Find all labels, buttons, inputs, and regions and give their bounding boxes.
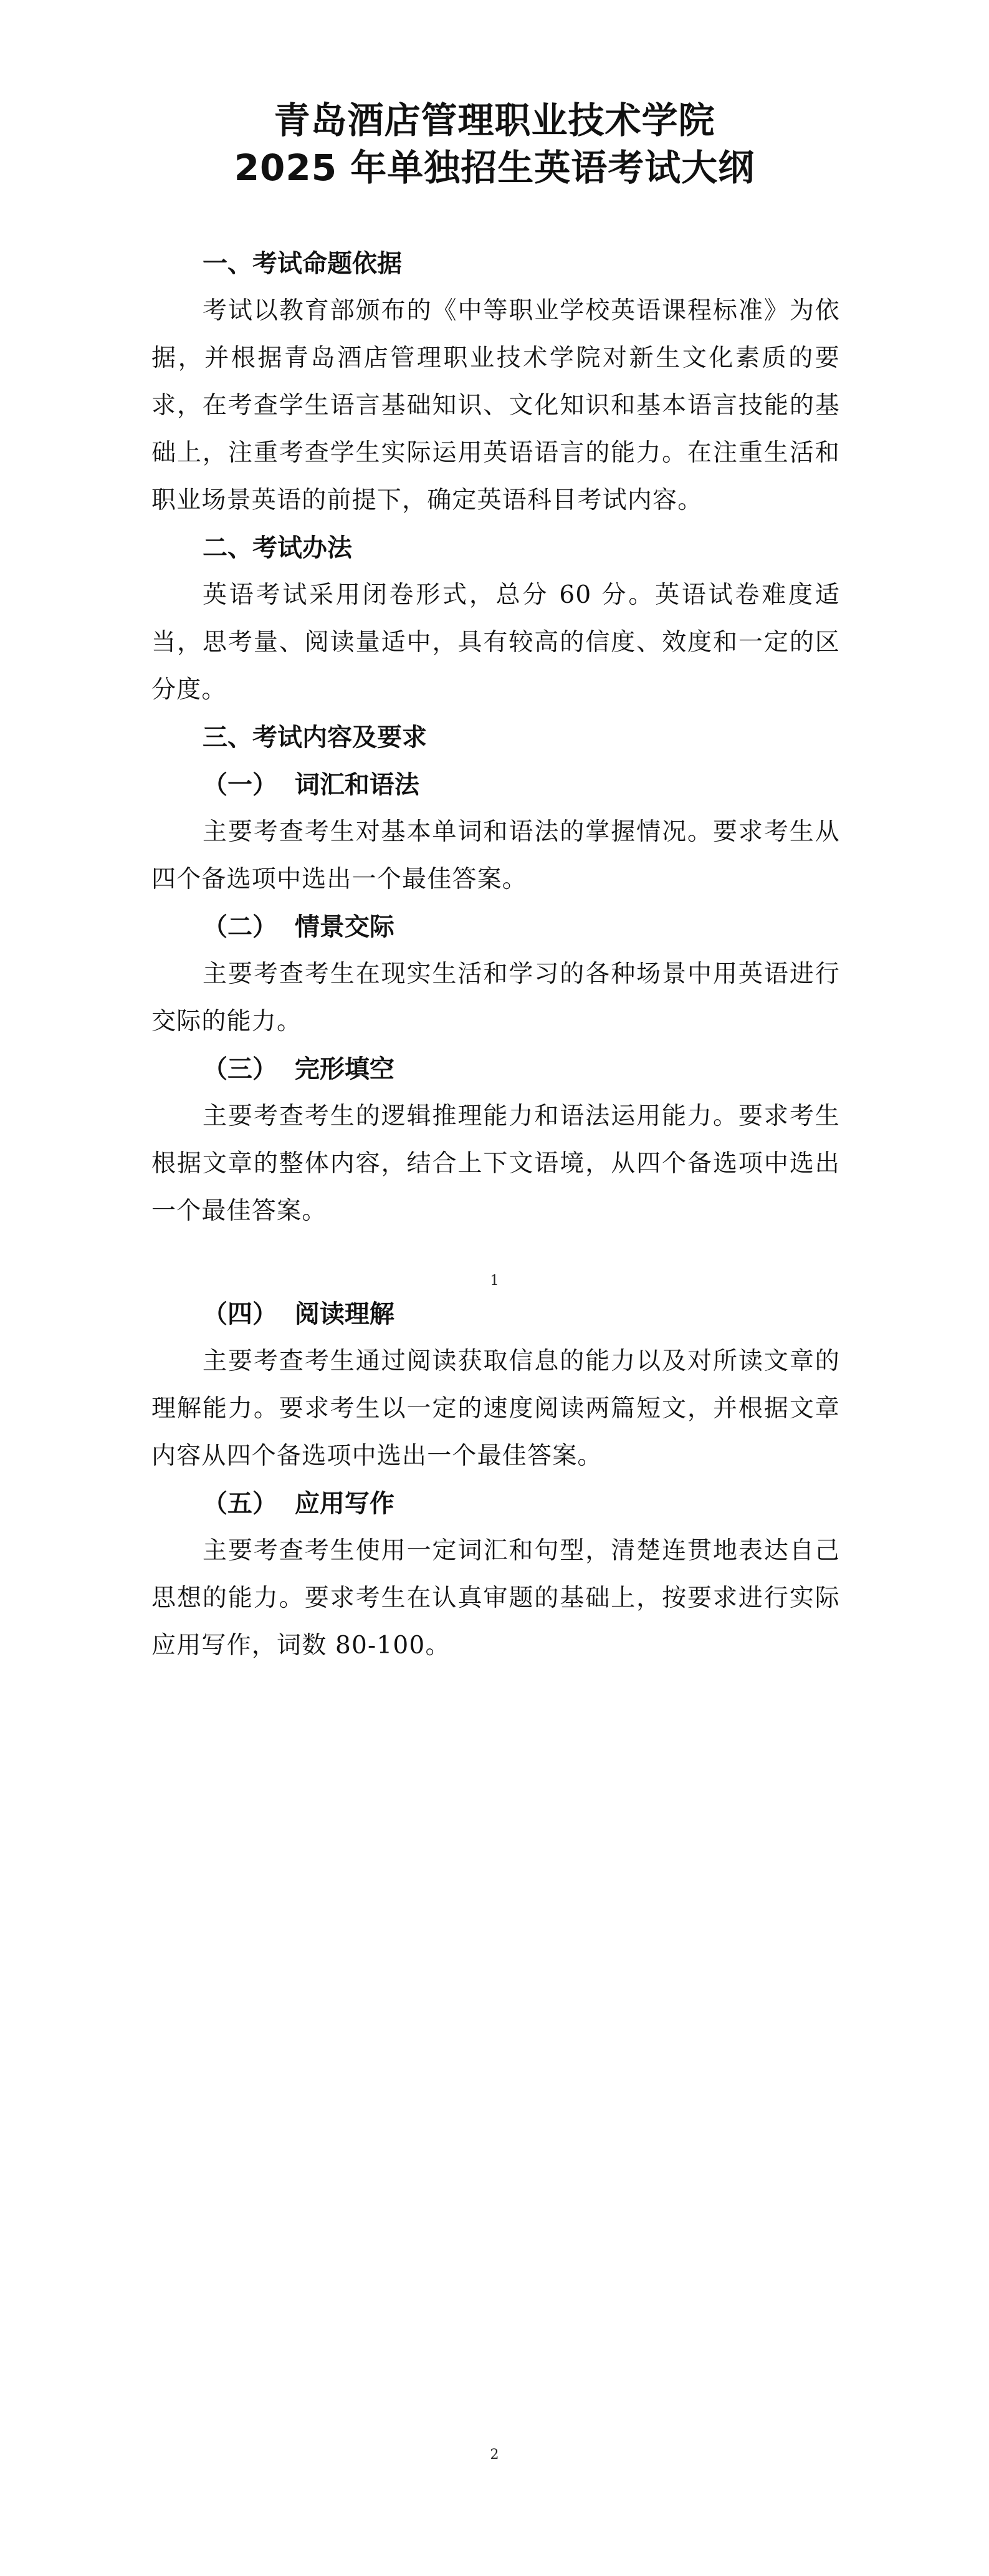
- subsection-label-cloze: （三） 完形填空: [203, 1054, 394, 1084]
- section-paragraph-method: 英语考试采用闭卷形式，总分 60 分。英语试卷难度适当，思考量、阅读量适中，具有较高的信度、效度和一定的区分度。: [151, 581, 840, 704]
- subsection-label-vocabulary: （一） 词汇和语法: [203, 770, 419, 799]
- document-page-2: [0, 1290, 989, 2576]
- subsection-paragraph-writing: 主要考查考生使用一定词汇和句型，清楚连贯地表达自己思想的能力。要求考生在认真审题的基础上，按要求进行实际应用写作，词数 80-100。: [151, 1537, 840, 1660]
- title-line-school: 青岛酒店管理职业技术学院: [274, 99, 715, 142]
- subsection-paragraph-vocabulary: 主要考查考生对基本单词和语法的掌握情况。要求考生从四个备选项中选出一个最佳答案。: [151, 818, 840, 893]
- page-2-content: [151, 1290, 840, 1670]
- page-number-1: 1: [490, 1273, 499, 1289]
- section-heading-basis: 一、考试命题依据: [203, 249, 402, 278]
- section-heading-content: 三、考试内容及要求: [203, 723, 427, 752]
- section-paragraph-basis: 考试以教育部颁布的《中等职业学校英语课程标准》为依据，并根据青岛酒店管理职业技术学院对新生文化素质的要求，在考查学生语言基础知识、文化知识和基本语言技能的基础上，注重考查学生实际运用英语语言的能力。在注重生活和职业场景英语的前提下，确定英语科目考试内容。: [151, 297, 840, 514]
- page-1-content: [151, 240, 840, 1235]
- subsection-label-writing: （五） 应用写作: [203, 1489, 394, 1518]
- page-number-2: 2: [490, 2447, 499, 2463]
- section-heading-method: 二、考试办法: [203, 534, 352, 562]
- document-title: [0, 97, 989, 191]
- title-line-exam: 2025 年单独招生英语考试大纲: [234, 147, 755, 189]
- subsection-label-reading: （四） 阅读理解: [203, 1299, 394, 1329]
- subsection-label-communication: （二） 情景交际: [203, 912, 394, 941]
- subsection-paragraph-cloze: 主要考查考生的逻辑推理能力和语法运用能力。要求考生根据文章的整体内容，结合上下文语境，从四个备选项中选出一个最佳答案。: [151, 1102, 840, 1225]
- subsection-paragraph-reading: 主要考查考生通过阅读获取信息的能力以及对所读文章的理解能力。要求考生以一定的速度阅读两篇短文，并根据文章内容从四个备选项中选出一个最佳答案。: [151, 1347, 840, 1470]
- subsection-paragraph-communication: 主要考查考生在现实生活和学习的各种场景中用英语进行交际的能力。: [151, 960, 840, 1036]
